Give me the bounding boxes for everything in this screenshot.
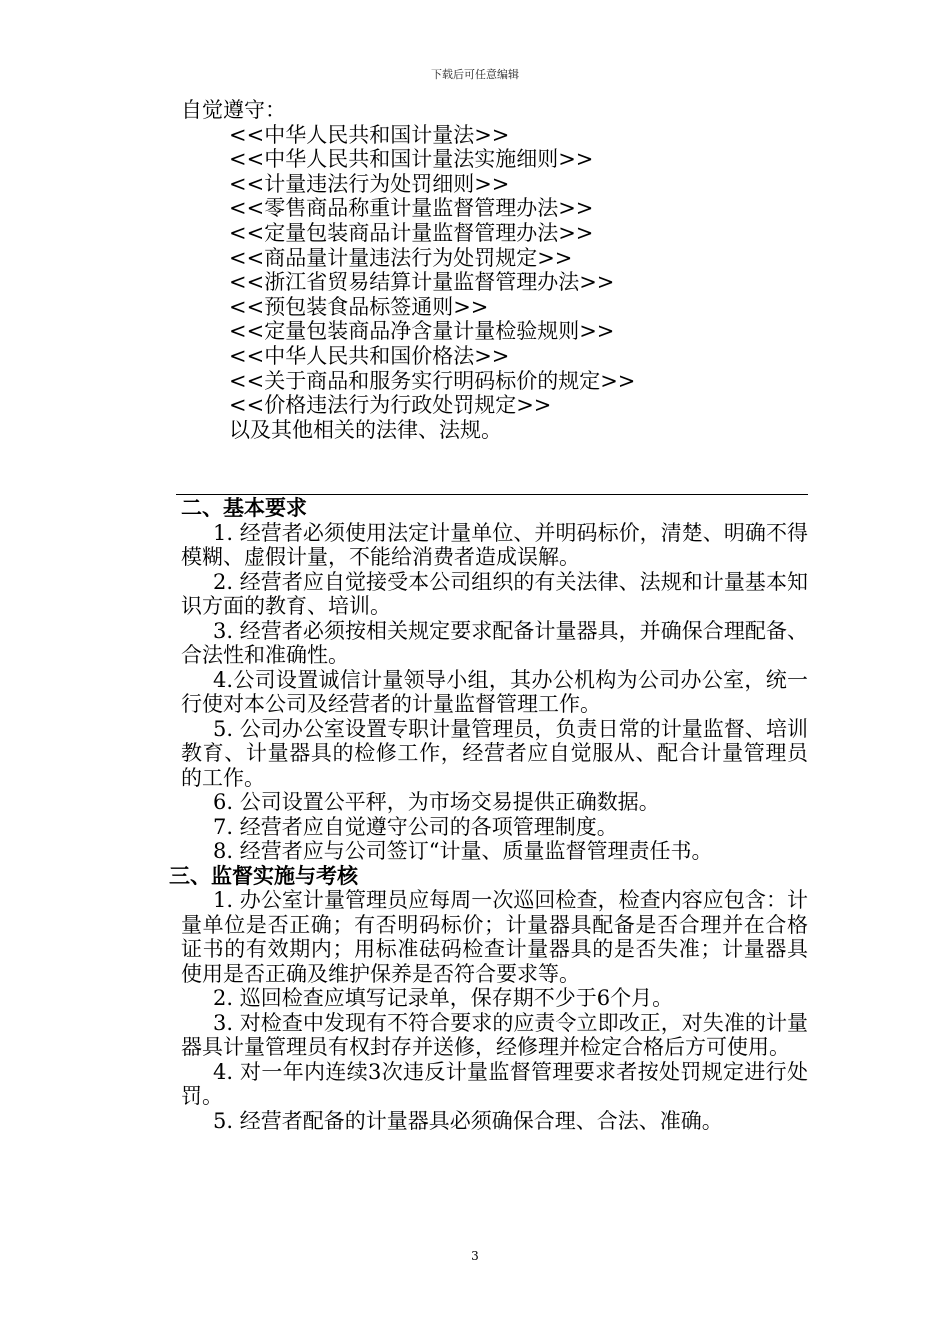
law-item: <<计量违法行为处罚细则>> bbox=[229, 171, 510, 196]
section-divider bbox=[176, 494, 808, 495]
intro-lead: 自觉遵守： bbox=[181, 98, 286, 122]
law-item: <<中华人民共和国计量法实施细则>> bbox=[229, 147, 594, 172]
page-number: 3 bbox=[471, 1249, 479, 1263]
law-item: <<零售商品称重计量监督管理办法>> bbox=[229, 196, 594, 221]
section-3-title: 三、监督实施与考核 bbox=[169, 863, 358, 888]
section-2-item: 6. 公司设置公平秤，为市场交易提供正确数据。 bbox=[213, 790, 660, 814]
section-2-item: 7. 经营者应自觉遵守公司的各项管理制度。 bbox=[213, 814, 618, 839]
section-3-item: 4. 对一年内连续3次违反计量监督管理要求者按处罚规定进行处罚。 bbox=[181, 1059, 808, 1108]
section-2-item: 3. 经营者必须按相关规定要求配备计量器具，并确保合理配备、合法性和准确性。 bbox=[181, 618, 808, 667]
intro-block bbox=[181, 98, 811, 442]
section-3-item: 5. 经营者配备的计量器具必须确保合理、合法、准确。 bbox=[213, 1108, 723, 1133]
law-item: <<浙江省贸易结算计量监督管理办法>> bbox=[229, 270, 615, 295]
law-item: <<中华人民共和国计量法>> bbox=[229, 122, 510, 147]
section-2-item: 5. 公司办公室设置专职计量管理员，负责日常的计量监督、培训教育、计量器具的检修工作，经营者应自觉服从、配合计量管理员的工作。 bbox=[181, 716, 808, 790]
law-item: <<价格违法行为行政处罚规定>> bbox=[229, 393, 552, 418]
section-2-item: 8. 经营者应与公司签订“计量、质量监督管理责任书。 bbox=[213, 839, 713, 863]
section-2-item: 1. 经营者必须使用法定计量单位、并明码标价，清楚、明确不得模糊、虚假计量，不能给消费者造成误解。 bbox=[181, 520, 808, 569]
law-item: <<预包装食品标签通则>> bbox=[229, 294, 489, 319]
section-3-item: 2. 巡回检查应填写记录单，保存期不少于6个月。 bbox=[213, 986, 674, 1010]
law-closing: 以及其他相关的法律、法规。 bbox=[229, 417, 502, 442]
law-item: <<定量包装商品计量监督管理办法>> bbox=[229, 220, 594, 245]
section-2-item: 2. 经营者应自觉接受本公司组织的有关法律、法规和计量基本知识方面的教育、培训。 bbox=[181, 569, 808, 618]
law-item: <<中华人民共和国价格法>> bbox=[229, 343, 510, 368]
page-header: 下载后可任意编辑 bbox=[431, 68, 519, 81]
section-3-item: 3. 对检查中发现有不符合要求的应责令立即改正，对失准的计量器具计量管理员有权封存并送修，经修理并检定合格后方可使用。 bbox=[181, 1010, 808, 1059]
main-body bbox=[169, 496, 808, 1133]
law-item: <<关于商品和服务实行明码标价的规定>> bbox=[229, 368, 636, 393]
section-2-title: 二、基本要求 bbox=[181, 496, 307, 520]
section-3-item: 1. 办公室计量管理员应每周一次巡回检查，检查内容应包含：计量单位是否正确；有否明码标价；计量器具配备是否合理并在合格证书的有效期内；用标准砝码检查计量器具的是否失准；计量器具使用是否正确及维护保养是否符合要求等。 bbox=[181, 888, 808, 986]
law-item: <<商品量计量违法行为处罚规定>> bbox=[229, 245, 573, 270]
section-2-item: 4.公司设置诚信计量领导小组，其办公机构为公司办公室，统一行使对本公司及经营者的计量监督管理工作。 bbox=[181, 667, 808, 716]
law-item: <<定量包装商品净含量计量检验规则>> bbox=[229, 319, 615, 344]
